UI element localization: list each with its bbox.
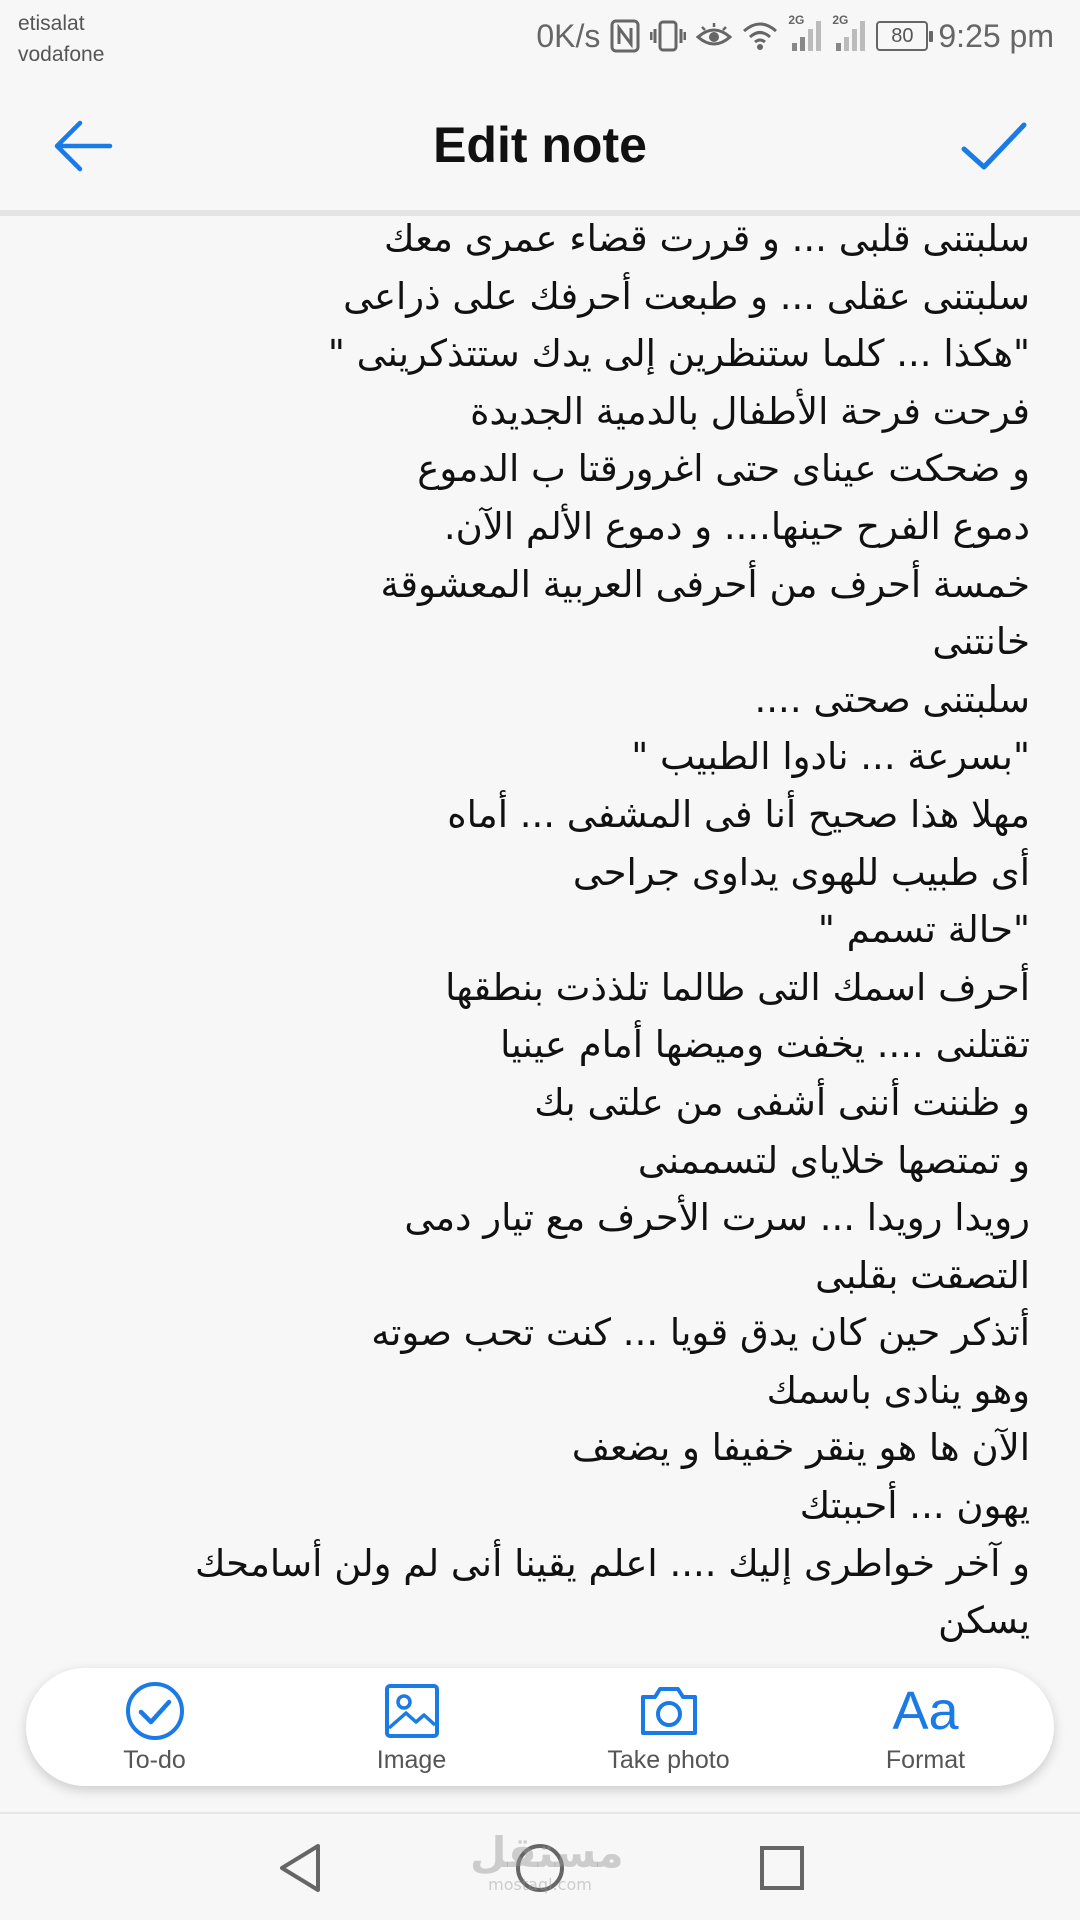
note-line: "بسرعة ... نادوا الطبيب "	[631, 735, 1030, 779]
note-line: يسكن	[938, 1599, 1030, 1643]
note-line: فرحت فرحة الأطفال بالدمية الجديدة	[470, 389, 1030, 433]
format-label: Format	[885, 1746, 966, 1774]
note-line: خانتنى	[932, 620, 1030, 664]
carrier-2: vodafone	[18, 43, 105, 66]
todo-check-icon	[124, 1680, 186, 1742]
nav-recents-button[interactable]	[752, 1838, 812, 1898]
eye-comfort-icon	[696, 21, 732, 51]
save-button[interactable]	[958, 113, 1030, 179]
note-editor[interactable]	[60, 206, 1030, 1656]
take-photo-button[interactable]	[540, 1668, 797, 1786]
carrier-info	[18, 8, 104, 70]
note-line: دموع الفرح حينها.... و دموع الألم الآن.	[443, 504, 1030, 548]
note-line: أتذكر حين كان يدق قويا ... كنت تحب صوته	[371, 1311, 1030, 1355]
wifi-icon	[742, 21, 778, 51]
app-header	[0, 80, 1080, 210]
image-label: Image	[376, 1746, 447, 1774]
note-line: و آخر خواطرى إليك .... اعلم يقينا أنى لم ولن أسامحك	[195, 1541, 1030, 1585]
network-speed: 0K/s	[536, 17, 601, 54]
bottom-toolbar	[26, 1668, 1054, 1786]
nav-recents-icon	[752, 1838, 812, 1898]
signal-2-icon	[832, 13, 866, 53]
watermark-url: mostaql.com	[488, 1875, 592, 1894]
note-line: سلبتنى قلبى ... و قررت قضاء عمرى معك	[384, 217, 1030, 260]
note-line: خمسة أحرف من أحرفى العربية المعشوقة	[380, 562, 1030, 606]
note-line: تقتلنى .... يخفت وميضها أمام عينيا	[500, 1023, 1030, 1067]
camera-icon	[637, 1683, 701, 1739]
note-line: أى طبيب للهوى يداوى جراحى	[572, 850, 1030, 894]
note-line: و ضحكت عيناى حتى اغرورقتا ب الدموع	[417, 447, 1030, 491]
battery-indicator: 80	[876, 21, 928, 51]
network-type-2: 2G	[832, 13, 849, 27]
watermark	[470, 1828, 624, 1910]
status-icons	[536, 14, 1054, 58]
image-icon	[382, 1681, 442, 1741]
note-line: الآن ها هو ينقر خفيفا و يضعف	[571, 1426, 1030, 1470]
note-line: رويدا رويدا ... سرت الأحرف مع تيار دمى	[404, 1196, 1030, 1240]
page-title: Edit note	[433, 117, 647, 173]
status-bar	[0, 0, 1080, 80]
watermark-logo: مستقل	[470, 1828, 624, 1877]
note-line: يهون ... أحببتك	[799, 1484, 1030, 1528]
todo-label: To-do	[123, 1746, 186, 1774]
nav-back-button[interactable]	[270, 1838, 330, 1898]
carrier-1: etisalat	[18, 12, 85, 35]
note-line: سلبتنى عقلى ... و طبعت أحرفك على ذراعى	[343, 274, 1030, 318]
note-line: أحرف اسمك التى طالما تلذذت بنطقها	[445, 965, 1030, 1009]
network-type-1: 2G	[788, 13, 805, 27]
nav-back-icon	[270, 1838, 330, 1898]
note-line: مهلا هذا صحيح أنا فى المشفى ... أماه	[447, 792, 1030, 836]
note-line: سلبتنى صحتى ....	[754, 677, 1030, 721]
format-button[interactable]	[797, 1668, 1054, 1786]
todo-button[interactable]	[26, 1668, 283, 1786]
vibrate-icon	[650, 19, 686, 53]
note-line: و ظننت أننى أشفى من علتى بك	[534, 1080, 1030, 1124]
format-icon: Aa	[892, 1681, 959, 1741]
nfc-icon	[610, 19, 640, 53]
checkmark-icon	[958, 113, 1030, 179]
note-line: "حالة تسمم "	[817, 908, 1030, 952]
clock: 9:25 pm	[938, 17, 1054, 54]
note-line: "هكذا ... كلما ستنظرين إلى يدك ستتذكرينى "	[327, 332, 1030, 376]
note-line: وهو ينادى باسمك	[766, 1368, 1030, 1412]
note-line: التصقت بقلبى	[815, 1253, 1030, 1297]
note-line: و تمتصها خلاياى لتسممنى	[637, 1138, 1030, 1182]
take-photo-label: Take photo	[607, 1746, 730, 1774]
image-button[interactable]	[283, 1668, 540, 1786]
signal-1-icon	[788, 13, 822, 53]
